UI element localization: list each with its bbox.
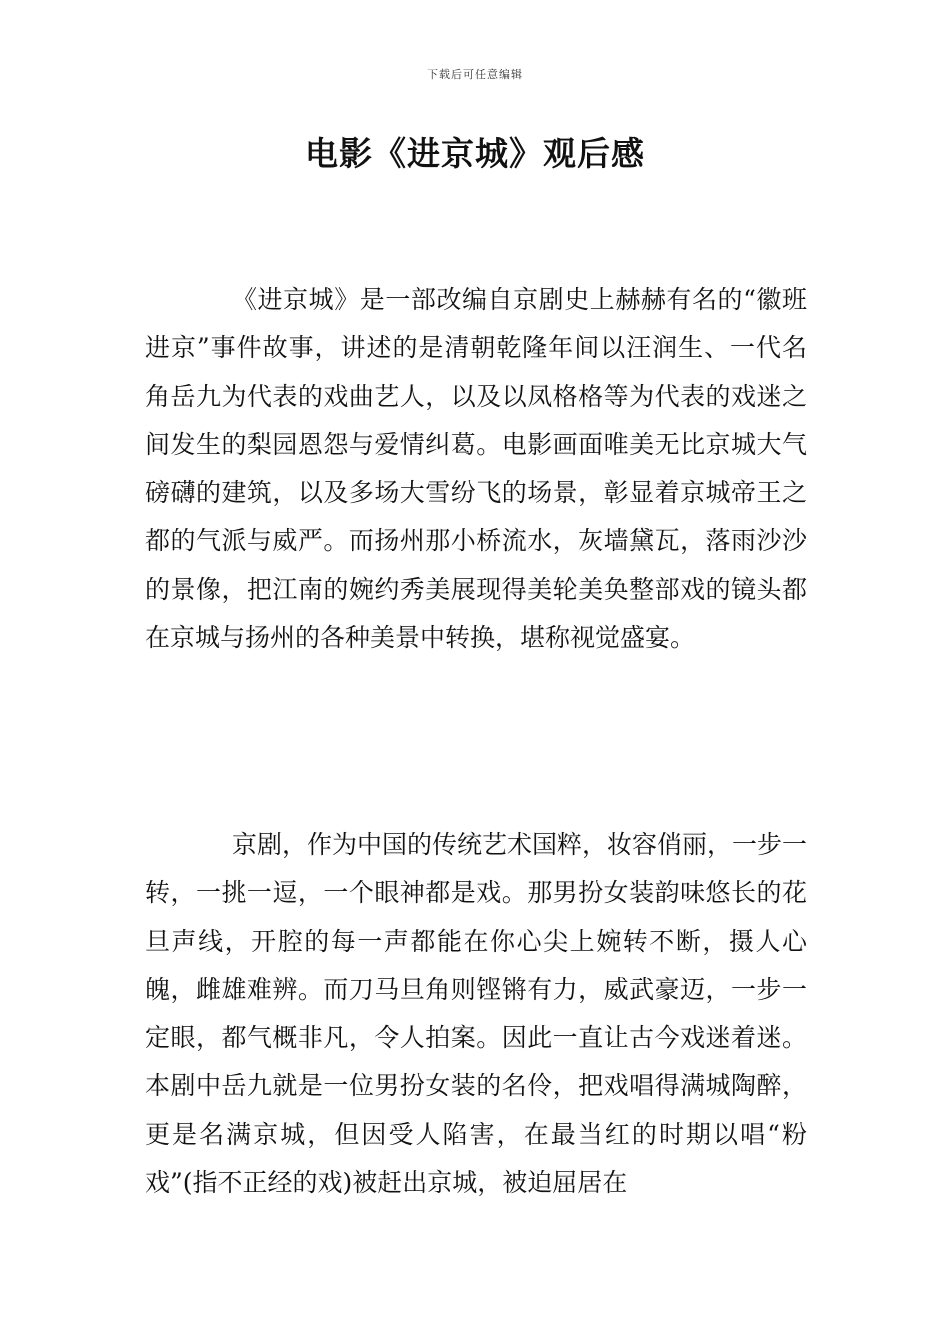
header-note: 下载后可任意编辑: [427, 68, 523, 81]
document-title: 电影《进京城》观后感: [305, 134, 645, 173]
body-paragraph-2: 京剧，作为中国的传统艺术国粹，妆容俏丽，一步一转，一挑一逗，一个眼神都是戏。那男扮女装韵味悠长的花旦声线，开腔的每一声都能在你心尖上婉转不断，摄人心魄，雌雄难辨。而刀马旦角则铿锵有力，威武豪迈，一步一定眼，都气概非凡，令人拍案。因此一直让古今戏迷着迷。本剧中岳九就是一位男扮女装的名伶，把戏唱得满城陶醉，更是名满京城，但因受人陷害，在最当红的时期以唱“粉戏”(指不正经的戏)被赶出京城，被迫屈居在: [145, 830, 808, 1198]
body-paragraph-1: 《进京城》是一部改编自京剧史上赫赫有名的“徽班进京”事件故事，讲述的是清朝乾隆年间以汪润生、一代名角岳九为代表的戏曲艺人，以及以凤格格等为代表的戏迷之间发生的梨园恩怨与爱情纠葛。电影画面唯美无比京城大气磅礴的建筑，以及多场大雪纷飞的场景，彰显着京城帝王之都的气派与威严。而扬州那小桥流水，灰墙黛瓦，落雨沙沙的景像，把江南的婉约秀美展现得美轮美奂整部戏的镜头都在京城与扬州的各种美景中转换，堪称视觉盛宴。: [145, 285, 807, 653]
